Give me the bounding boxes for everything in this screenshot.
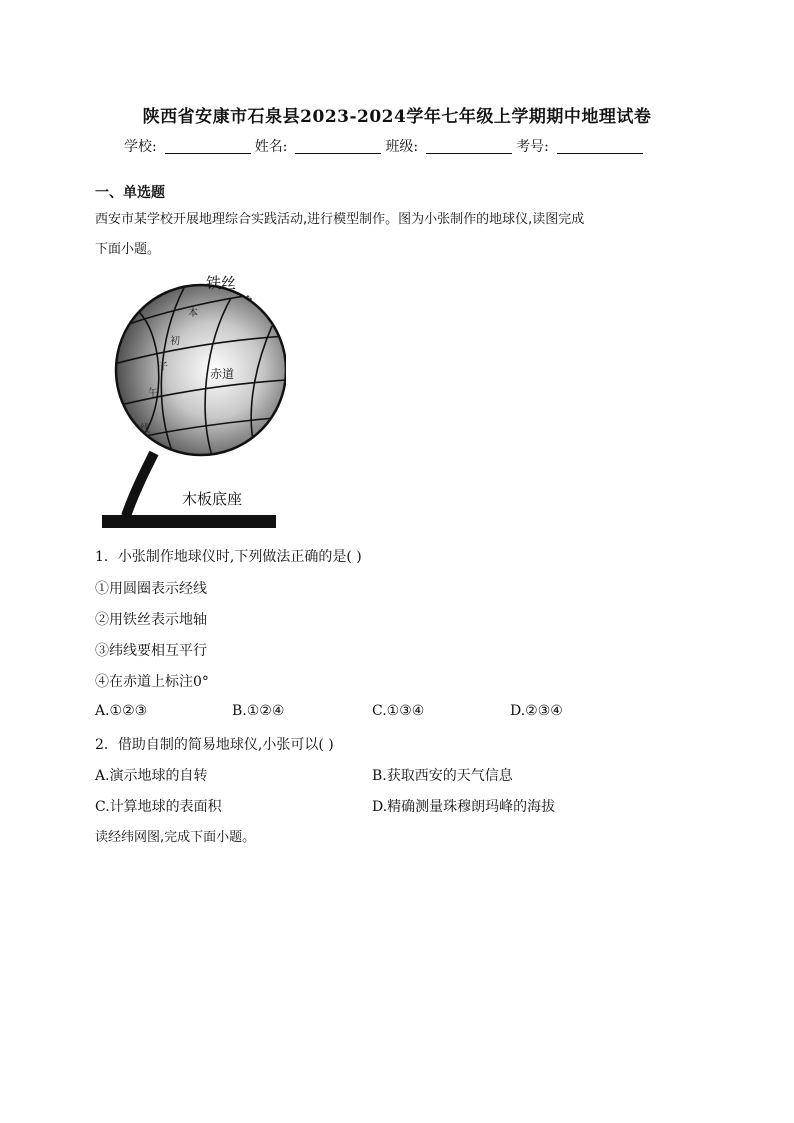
name-blank[interactable] [295, 139, 381, 154]
student-info-line [124, 136, 647, 156]
school-blank[interactable] [165, 139, 251, 154]
school-label: 学校: [124, 139, 157, 155]
meridian-char-2: 初 [170, 336, 180, 347]
question-1-item-2: ②用铁丝表示地轴 [95, 612, 207, 628]
school-field [124, 136, 255, 156]
exam-number-blank[interactable] [557, 139, 643, 154]
exam-number-label: 考号: [516, 139, 549, 155]
exam-title: 陕西省安康市石泉县2023-2024学年七年级上学期期中地理试卷 [142, 107, 652, 127]
q1-option-d[interactable]: D.②③④ [510, 703, 563, 719]
class-field [385, 136, 516, 156]
meridian-char-3: 子 [158, 362, 168, 373]
base-label: 木板底座 [182, 492, 243, 508]
q1-option-a[interactable]: A.①②③ [95, 703, 148, 719]
section-heading: 一、单选题 [95, 185, 165, 201]
question-2-stem: 2．借助自制的简易地球仪,小张可以( ) [95, 737, 334, 753]
globe-figure [96, 268, 286, 534]
name-field [255, 136, 386, 156]
q1-option-b[interactable]: B.①②④ [232, 703, 285, 719]
class-blank[interactable] [426, 139, 512, 154]
intro-line-2: 下面小题。 [95, 242, 161, 257]
wooden-base [102, 515, 276, 528]
meridian-char-5: 线 [140, 424, 150, 435]
question-1-item-1: ①用圆圈表示经线 [95, 581, 207, 597]
q2-option-b[interactable]: B.获取西安的天气信息 [372, 768, 513, 784]
equator-label: 赤道 [210, 367, 235, 381]
meridian-char-1: 本 [188, 308, 198, 319]
intro-text [95, 205, 705, 265]
meridian-char-4: 午 [148, 388, 158, 399]
q2-option-d[interactable]: D.精确测量珠穆朗玛峰的海拔 [372, 799, 556, 815]
question-1-item-4: ④在赤道上标注0° [95, 674, 209, 690]
next-question-note: 读经纬网图,完成下面小题。 [95, 830, 256, 845]
intro-line-1: 西安市某学校开展地理综合实践活动,进行模型制作。图为小张制作的地球仪,读图完成 [95, 212, 585, 227]
q2-option-a[interactable]: A.演示地球的自转 [95, 768, 208, 784]
question-1-item-3: ③纬线要相互平行 [95, 643, 207, 659]
q2-option-c[interactable]: C.计算地球的表面积 [95, 799, 222, 815]
class-label: 班级: [385, 139, 419, 155]
stand-arm [126, 453, 154, 516]
exam-number-field [516, 136, 647, 156]
q1-option-c[interactable]: C.①③④ [372, 703, 425, 719]
name-label: 姓名: [254, 139, 288, 155]
wire-label: 铁丝 [206, 276, 237, 292]
question-1-stem: 1．小张制作地球仪时,下列做法正确的是( ) [95, 549, 362, 565]
